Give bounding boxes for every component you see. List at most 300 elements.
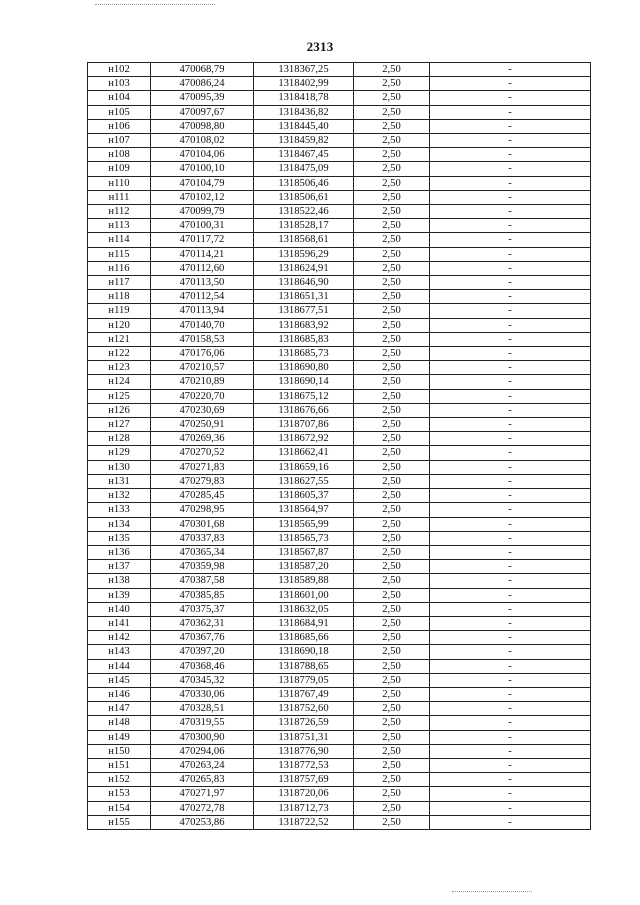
y-coordinate-cell: 1318632,05 bbox=[254, 602, 354, 616]
note-cell: - bbox=[430, 503, 591, 517]
note-cell: - bbox=[430, 773, 591, 787]
point-id-cell: н132 bbox=[88, 489, 151, 503]
table-row bbox=[88, 91, 591, 105]
x-coordinate-cell: 470220,70 bbox=[151, 389, 254, 403]
page-number: 2313 bbox=[306, 39, 334, 54]
x-coordinate-cell: 470104,06 bbox=[151, 148, 254, 162]
x-coordinate-cell: 470265,83 bbox=[151, 773, 254, 787]
accuracy-cell: 2,50 bbox=[354, 773, 430, 787]
note-cell: - bbox=[430, 744, 591, 758]
y-coordinate-cell: 1318506,61 bbox=[254, 190, 354, 204]
note-cell: - bbox=[430, 787, 591, 801]
accuracy-cell: 2,50 bbox=[354, 375, 430, 389]
y-coordinate-cell: 1318776,90 bbox=[254, 744, 354, 758]
table-row bbox=[88, 517, 591, 531]
accuracy-cell: 2,50 bbox=[354, 730, 430, 744]
accuracy-cell: 2,50 bbox=[354, 716, 430, 730]
y-coordinate-cell: 1318788,65 bbox=[254, 659, 354, 673]
accuracy-cell: 2,50 bbox=[354, 347, 430, 361]
note-cell: - bbox=[430, 403, 591, 417]
note-cell: - bbox=[430, 162, 591, 176]
y-coordinate-cell: 1318751,31 bbox=[254, 730, 354, 744]
note-cell: - bbox=[430, 659, 591, 673]
table-row bbox=[88, 134, 591, 148]
x-coordinate-cell: 470385,85 bbox=[151, 588, 254, 602]
point-id-cell: н138 bbox=[88, 574, 151, 588]
x-coordinate-cell: 470113,94 bbox=[151, 304, 254, 318]
table-row bbox=[88, 233, 591, 247]
point-id-cell: н140 bbox=[88, 602, 151, 616]
y-coordinate-cell: 1318690,80 bbox=[254, 361, 354, 375]
x-coordinate-cell: 470086,24 bbox=[151, 77, 254, 91]
accuracy-cell: 2,50 bbox=[354, 233, 430, 247]
table-row bbox=[88, 545, 591, 559]
note-cell: - bbox=[430, 375, 591, 389]
point-id-cell: н104 bbox=[88, 91, 151, 105]
point-id-cell: н152 bbox=[88, 773, 151, 787]
point-id-cell: н117 bbox=[88, 276, 151, 290]
x-coordinate-cell: 470368,46 bbox=[151, 659, 254, 673]
point-id-cell: н123 bbox=[88, 361, 151, 375]
x-coordinate-cell: 470140,70 bbox=[151, 318, 254, 332]
note-cell: - bbox=[430, 531, 591, 545]
point-id-cell: н110 bbox=[88, 176, 151, 190]
note-cell: - bbox=[430, 588, 591, 602]
x-coordinate-cell: 470210,57 bbox=[151, 361, 254, 375]
note-cell: - bbox=[430, 460, 591, 474]
y-coordinate-cell: 1318596,29 bbox=[254, 247, 354, 261]
y-coordinate-cell: 1318662,41 bbox=[254, 446, 354, 460]
x-coordinate-cell: 470112,54 bbox=[151, 290, 254, 304]
point-id-cell: н129 bbox=[88, 446, 151, 460]
y-coordinate-cell: 1318367,25 bbox=[254, 63, 354, 77]
point-id-cell: н107 bbox=[88, 134, 151, 148]
point-id-cell: н135 bbox=[88, 531, 151, 545]
y-coordinate-cell: 1318684,91 bbox=[254, 616, 354, 630]
accuracy-cell: 2,50 bbox=[354, 517, 430, 531]
point-id-cell: н116 bbox=[88, 261, 151, 275]
point-id-cell: н128 bbox=[88, 432, 151, 446]
x-coordinate-cell: 470397,20 bbox=[151, 645, 254, 659]
note-cell: - bbox=[430, 602, 591, 616]
x-coordinate-cell: 470271,83 bbox=[151, 460, 254, 474]
point-id-cell: н131 bbox=[88, 474, 151, 488]
table-row bbox=[88, 787, 591, 801]
note-cell: - bbox=[430, 815, 591, 829]
x-coordinate-cell: 470099,79 bbox=[151, 205, 254, 219]
note-cell: - bbox=[430, 673, 591, 687]
accuracy-cell: 2,50 bbox=[354, 815, 430, 829]
table-row bbox=[88, 744, 591, 758]
point-id-cell: н120 bbox=[88, 318, 151, 332]
point-id-cell: н112 bbox=[88, 205, 151, 219]
point-id-cell: н147 bbox=[88, 702, 151, 716]
y-coordinate-cell: 1318568,61 bbox=[254, 233, 354, 247]
accuracy-cell: 2,50 bbox=[354, 631, 430, 645]
note-cell: - bbox=[430, 105, 591, 119]
accuracy-cell: 2,50 bbox=[354, 588, 430, 602]
accuracy-cell: 2,50 bbox=[354, 176, 430, 190]
y-coordinate-cell: 1318565,99 bbox=[254, 517, 354, 531]
x-coordinate-cell: 470298,95 bbox=[151, 503, 254, 517]
y-coordinate-cell: 1318677,51 bbox=[254, 304, 354, 318]
accuracy-cell: 2,50 bbox=[354, 418, 430, 432]
table-row bbox=[88, 645, 591, 659]
x-coordinate-cell: 470330,06 bbox=[151, 687, 254, 701]
accuracy-cell: 2,50 bbox=[354, 545, 430, 559]
y-coordinate-cell: 1318445,40 bbox=[254, 119, 354, 133]
point-id-cell: н105 bbox=[88, 105, 151, 119]
accuracy-cell: 2,50 bbox=[354, 489, 430, 503]
y-coordinate-cell: 1318659,16 bbox=[254, 460, 354, 474]
accuracy-cell: 2,50 bbox=[354, 403, 430, 417]
x-coordinate-cell: 470068,79 bbox=[151, 63, 254, 77]
x-coordinate-cell: 470095,39 bbox=[151, 91, 254, 105]
note-cell: - bbox=[430, 318, 591, 332]
accuracy-cell: 2,50 bbox=[354, 389, 430, 403]
table-row bbox=[88, 318, 591, 332]
y-coordinate-cell: 1318601,00 bbox=[254, 588, 354, 602]
accuracy-cell: 2,50 bbox=[354, 304, 430, 318]
y-coordinate-cell: 1318627,55 bbox=[254, 474, 354, 488]
table-row bbox=[88, 105, 591, 119]
note-cell: - bbox=[430, 730, 591, 744]
x-coordinate-cell: 470359,98 bbox=[151, 560, 254, 574]
y-coordinate-cell: 1318646,90 bbox=[254, 276, 354, 290]
accuracy-cell: 2,50 bbox=[354, 247, 430, 261]
table-row bbox=[88, 758, 591, 772]
x-coordinate-cell: 470113,50 bbox=[151, 276, 254, 290]
note-cell: - bbox=[430, 290, 591, 304]
note-cell: - bbox=[430, 361, 591, 375]
table-row bbox=[88, 304, 591, 318]
y-coordinate-cell: 1318767,49 bbox=[254, 687, 354, 701]
y-coordinate-cell: 1318418,78 bbox=[254, 91, 354, 105]
y-coordinate-cell: 1318565,73 bbox=[254, 531, 354, 545]
note-cell: - bbox=[430, 190, 591, 204]
note-cell: - bbox=[430, 687, 591, 701]
point-id-cell: н125 bbox=[88, 389, 151, 403]
note-cell: - bbox=[430, 489, 591, 503]
note-cell: - bbox=[430, 801, 591, 815]
y-coordinate-cell: 1318685,66 bbox=[254, 631, 354, 645]
y-coordinate-cell: 1318605,37 bbox=[254, 489, 354, 503]
x-coordinate-cell: 470269,36 bbox=[151, 432, 254, 446]
accuracy-cell: 2,50 bbox=[354, 205, 430, 219]
note-cell: - bbox=[430, 176, 591, 190]
point-id-cell: н149 bbox=[88, 730, 151, 744]
table-row bbox=[88, 290, 591, 304]
point-id-cell: н155 bbox=[88, 815, 151, 829]
y-coordinate-cell: 1318506,46 bbox=[254, 176, 354, 190]
note-cell: - bbox=[430, 446, 591, 460]
y-coordinate-cell: 1318772,53 bbox=[254, 758, 354, 772]
table-row bbox=[88, 176, 591, 190]
y-coordinate-cell: 1318672,92 bbox=[254, 432, 354, 446]
y-coordinate-cell: 1318676,66 bbox=[254, 403, 354, 417]
point-id-cell: н114 bbox=[88, 233, 151, 247]
table-row bbox=[88, 716, 591, 730]
point-id-cell: н142 bbox=[88, 631, 151, 645]
x-coordinate-cell: 470271,97 bbox=[151, 787, 254, 801]
y-coordinate-cell: 1318683,92 bbox=[254, 318, 354, 332]
x-coordinate-cell: 470365,34 bbox=[151, 545, 254, 559]
table-row bbox=[88, 389, 591, 403]
note-cell: - bbox=[430, 347, 591, 361]
x-coordinate-cell: 470279,83 bbox=[151, 474, 254, 488]
point-id-cell: н141 bbox=[88, 616, 151, 630]
point-id-cell: н139 bbox=[88, 588, 151, 602]
table-row bbox=[88, 474, 591, 488]
note-cell: - bbox=[430, 233, 591, 247]
note-cell: - bbox=[430, 631, 591, 645]
note-cell: - bbox=[430, 304, 591, 318]
table-row bbox=[88, 375, 591, 389]
x-coordinate-cell: 470104,79 bbox=[151, 176, 254, 190]
point-id-cell: н126 bbox=[88, 403, 151, 417]
table-row bbox=[88, 574, 591, 588]
note-cell: - bbox=[430, 418, 591, 432]
x-coordinate-cell: 470272,78 bbox=[151, 801, 254, 815]
x-coordinate-cell: 470102,12 bbox=[151, 190, 254, 204]
x-coordinate-cell: 470176,06 bbox=[151, 347, 254, 361]
y-coordinate-cell: 1318779,05 bbox=[254, 673, 354, 687]
accuracy-cell: 2,50 bbox=[354, 687, 430, 701]
accuracy-cell: 2,50 bbox=[354, 659, 430, 673]
note-cell: - bbox=[430, 517, 591, 531]
x-coordinate-cell: 470097,67 bbox=[151, 105, 254, 119]
note-cell: - bbox=[430, 276, 591, 290]
table-row bbox=[88, 560, 591, 574]
point-id-cell: н133 bbox=[88, 503, 151, 517]
table-row bbox=[88, 190, 591, 204]
coordinates-table-body bbox=[88, 63, 591, 830]
accuracy-cell: 2,50 bbox=[354, 162, 430, 176]
x-coordinate-cell: 470367,76 bbox=[151, 631, 254, 645]
point-id-cell: н154 bbox=[88, 801, 151, 815]
table-row bbox=[88, 659, 591, 673]
point-id-cell: н150 bbox=[88, 744, 151, 758]
accuracy-cell: 2,50 bbox=[354, 787, 430, 801]
point-id-cell: н127 bbox=[88, 418, 151, 432]
table-row bbox=[88, 631, 591, 645]
point-id-cell: н122 bbox=[88, 347, 151, 361]
note-cell: - bbox=[430, 261, 591, 275]
point-id-cell: н113 bbox=[88, 219, 151, 233]
accuracy-cell: 2,50 bbox=[354, 474, 430, 488]
point-id-cell: н137 bbox=[88, 560, 151, 574]
accuracy-cell: 2,50 bbox=[354, 460, 430, 474]
point-id-cell: н118 bbox=[88, 290, 151, 304]
note-cell: - bbox=[430, 91, 591, 105]
x-coordinate-cell: 470098,80 bbox=[151, 119, 254, 133]
x-coordinate-cell: 470158,53 bbox=[151, 332, 254, 346]
y-coordinate-cell: 1318685,83 bbox=[254, 332, 354, 346]
table-row bbox=[88, 219, 591, 233]
note-cell: - bbox=[430, 148, 591, 162]
table-row bbox=[88, 446, 591, 460]
note-cell: - bbox=[430, 247, 591, 261]
table-row bbox=[88, 460, 591, 474]
y-coordinate-cell: 1318564,97 bbox=[254, 503, 354, 517]
accuracy-cell: 2,50 bbox=[354, 77, 430, 91]
table-row bbox=[88, 276, 591, 290]
y-coordinate-cell: 1318720,06 bbox=[254, 787, 354, 801]
y-coordinate-cell: 1318726,59 bbox=[254, 716, 354, 730]
y-coordinate-cell: 1318475,09 bbox=[254, 162, 354, 176]
table-row bbox=[88, 801, 591, 815]
table-row bbox=[88, 403, 591, 417]
note-cell: - bbox=[430, 616, 591, 630]
accuracy-cell: 2,50 bbox=[354, 560, 430, 574]
point-id-cell: н115 bbox=[88, 247, 151, 261]
accuracy-cell: 2,50 bbox=[354, 276, 430, 290]
note-cell: - bbox=[430, 205, 591, 219]
table-row bbox=[88, 148, 591, 162]
table-row bbox=[88, 162, 591, 176]
x-coordinate-cell: 470270,52 bbox=[151, 446, 254, 460]
point-id-cell: н103 bbox=[88, 77, 151, 91]
note-cell: - bbox=[430, 574, 591, 588]
y-coordinate-cell: 1318707,86 bbox=[254, 418, 354, 432]
accuracy-cell: 2,50 bbox=[354, 63, 430, 77]
x-coordinate-cell: 470100,10 bbox=[151, 162, 254, 176]
note-cell: - bbox=[430, 63, 591, 77]
point-id-cell: н134 bbox=[88, 517, 151, 531]
x-coordinate-cell: 470230,69 bbox=[151, 403, 254, 417]
table-row bbox=[88, 261, 591, 275]
x-coordinate-cell: 470114,21 bbox=[151, 247, 254, 261]
table-row bbox=[88, 602, 591, 616]
accuracy-cell: 2,50 bbox=[354, 673, 430, 687]
point-id-cell: н102 bbox=[88, 63, 151, 77]
point-id-cell: н144 bbox=[88, 659, 151, 673]
accuracy-cell: 2,50 bbox=[354, 616, 430, 630]
accuracy-cell: 2,50 bbox=[354, 318, 430, 332]
point-id-cell: н106 bbox=[88, 119, 151, 133]
note-cell: - bbox=[430, 716, 591, 730]
accuracy-cell: 2,50 bbox=[354, 261, 430, 275]
scan-artifact-top bbox=[95, 4, 215, 6]
point-id-cell: н143 bbox=[88, 645, 151, 659]
note-cell: - bbox=[430, 545, 591, 559]
accuracy-cell: 2,50 bbox=[354, 446, 430, 460]
accuracy-cell: 2,50 bbox=[354, 432, 430, 446]
x-coordinate-cell: 470300,90 bbox=[151, 730, 254, 744]
x-coordinate-cell: 470362,31 bbox=[151, 616, 254, 630]
table-row bbox=[88, 815, 591, 829]
y-coordinate-cell: 1318712,73 bbox=[254, 801, 354, 815]
x-coordinate-cell: 470253,86 bbox=[151, 815, 254, 829]
y-coordinate-cell: 1318522,46 bbox=[254, 205, 354, 219]
note-cell: - bbox=[430, 474, 591, 488]
table-row bbox=[88, 77, 591, 91]
note-cell: - bbox=[430, 134, 591, 148]
note-cell: - bbox=[430, 332, 591, 346]
table-row bbox=[88, 205, 591, 219]
table-row bbox=[88, 119, 591, 133]
point-id-cell: н130 bbox=[88, 460, 151, 474]
y-coordinate-cell: 1318651,31 bbox=[254, 290, 354, 304]
accuracy-cell: 2,50 bbox=[354, 91, 430, 105]
accuracy-cell: 2,50 bbox=[354, 361, 430, 375]
table-row bbox=[88, 432, 591, 446]
accuracy-cell: 2,50 bbox=[354, 219, 430, 233]
accuracy-cell: 2,50 bbox=[354, 134, 430, 148]
table-row bbox=[88, 773, 591, 787]
point-id-cell: н136 bbox=[88, 545, 151, 559]
accuracy-cell: 2,50 bbox=[354, 190, 430, 204]
table-row bbox=[88, 531, 591, 545]
accuracy-cell: 2,50 bbox=[354, 105, 430, 119]
point-id-cell: н146 bbox=[88, 687, 151, 701]
table-row bbox=[88, 503, 591, 517]
x-coordinate-cell: 470345,32 bbox=[151, 673, 254, 687]
x-coordinate-cell: 470301,68 bbox=[151, 517, 254, 531]
y-coordinate-cell: 1318436,82 bbox=[254, 105, 354, 119]
point-id-cell: н121 bbox=[88, 332, 151, 346]
x-coordinate-cell: 470387,58 bbox=[151, 574, 254, 588]
point-id-cell: н124 bbox=[88, 375, 151, 389]
accuracy-cell: 2,50 bbox=[354, 503, 430, 517]
y-coordinate-cell: 1318459,82 bbox=[254, 134, 354, 148]
accuracy-cell: 2,50 bbox=[354, 702, 430, 716]
point-id-cell: н148 bbox=[88, 716, 151, 730]
table-row bbox=[88, 588, 591, 602]
y-coordinate-cell: 1318757,69 bbox=[254, 773, 354, 787]
x-coordinate-cell: 470294,06 bbox=[151, 744, 254, 758]
y-coordinate-cell: 1318624,91 bbox=[254, 261, 354, 275]
point-id-cell: н111 bbox=[88, 190, 151, 204]
y-coordinate-cell: 1318402,99 bbox=[254, 77, 354, 91]
accuracy-cell: 2,50 bbox=[354, 602, 430, 616]
note-cell: - bbox=[430, 77, 591, 91]
x-coordinate-cell: 470210,89 bbox=[151, 375, 254, 389]
table-row bbox=[88, 347, 591, 361]
accuracy-cell: 2,50 bbox=[354, 645, 430, 659]
accuracy-cell: 2,50 bbox=[354, 119, 430, 133]
table-row bbox=[88, 418, 591, 432]
note-cell: - bbox=[430, 702, 591, 716]
y-coordinate-cell: 1318675,12 bbox=[254, 389, 354, 403]
table-row bbox=[88, 702, 591, 716]
point-id-cell: н108 bbox=[88, 148, 151, 162]
table-row bbox=[88, 332, 591, 346]
y-coordinate-cell: 1318722,52 bbox=[254, 815, 354, 829]
table-row bbox=[88, 730, 591, 744]
x-coordinate-cell: 470337,83 bbox=[151, 531, 254, 545]
x-coordinate-cell: 470328,51 bbox=[151, 702, 254, 716]
x-coordinate-cell: 470285,45 bbox=[151, 489, 254, 503]
x-coordinate-cell: 470100,31 bbox=[151, 219, 254, 233]
y-coordinate-cell: 1318587,20 bbox=[254, 560, 354, 574]
accuracy-cell: 2,50 bbox=[354, 290, 430, 304]
accuracy-cell: 2,50 bbox=[354, 148, 430, 162]
accuracy-cell: 2,50 bbox=[354, 758, 430, 772]
point-id-cell: н119 bbox=[88, 304, 151, 318]
accuracy-cell: 2,50 bbox=[354, 332, 430, 346]
point-id-cell: н145 bbox=[88, 673, 151, 687]
y-coordinate-cell: 1318467,45 bbox=[254, 148, 354, 162]
coordinates-table bbox=[87, 62, 591, 830]
note-cell: - bbox=[430, 389, 591, 403]
y-coordinate-cell: 1318690,14 bbox=[254, 375, 354, 389]
note-cell: - bbox=[430, 219, 591, 233]
x-coordinate-cell: 470375,37 bbox=[151, 602, 254, 616]
accuracy-cell: 2,50 bbox=[354, 531, 430, 545]
x-coordinate-cell: 470117,72 bbox=[151, 233, 254, 247]
table-row bbox=[88, 247, 591, 261]
